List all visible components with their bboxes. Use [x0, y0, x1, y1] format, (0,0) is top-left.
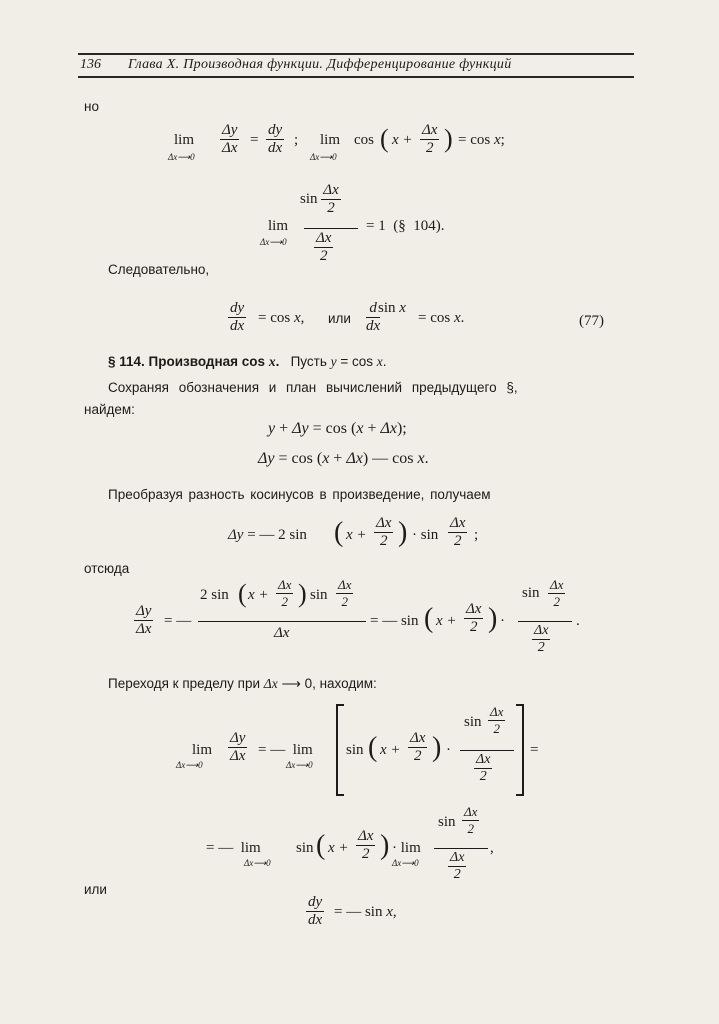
- dot-lim: · lim: [392, 840, 421, 856]
- x-plus: x +: [346, 527, 367, 543]
- period: .: [576, 613, 580, 629]
- ratio-fraction-bar-2: [518, 621, 572, 622]
- paragraph-1-line-1: Сохраняя обозначения и план вычислений предыдущего §,: [108, 380, 518, 395]
- word-hence: Следовательно,: [108, 262, 210, 277]
- frac-dx-2-c: Δx 2: [450, 515, 466, 549]
- frac-dsinx-dx: d dx: [366, 300, 381, 334]
- cos-expression: cos: [354, 132, 374, 148]
- word-ili-2: или: [84, 882, 107, 897]
- dot: ·: [500, 613, 505, 629]
- header-rule-bottom: [78, 76, 634, 78]
- paragraph-3: Переходя к пределу при Δx ⟶ 0, находим:: [108, 676, 377, 691]
- section-intro: Пусть y = cos x.: [283, 354, 387, 369]
- sin-lim: sin: [346, 742, 364, 758]
- sin-x-numerator: sin x: [378, 300, 406, 316]
- ratio-fraction-bar: [198, 621, 366, 622]
- lim-operator-3: lim: [268, 218, 289, 234]
- paren-close-6: ): [380, 830, 390, 861]
- frac-dx-2-e: Δx 2: [338, 577, 352, 609]
- paren-close-3: ): [298, 579, 307, 608]
- frac-dx-2-f: Δx 2: [466, 601, 482, 635]
- lim-lhs-sub: Δx⟶0: [176, 760, 203, 770]
- bracket-right: [516, 704, 524, 796]
- eq-minus-lim-2: = — lim: [206, 840, 261, 856]
- paragraph-1-line-2: найдем:: [84, 402, 135, 417]
- frac-dx-2-m: Δx 2: [464, 804, 478, 836]
- formula-dy: Δy = cos (x + Δx) — cos x.: [258, 450, 429, 467]
- header-rule-top: [78, 53, 634, 55]
- word-ili: или: [328, 311, 351, 326]
- paren-close-2: ): [398, 517, 408, 548]
- lim2-fraction-bar: [434, 848, 488, 849]
- paren-close: ): [444, 124, 453, 153]
- equation-number-77: (77): [579, 313, 604, 329]
- frac-dx-2-l: Δx 2: [358, 828, 374, 862]
- section-title: § 114. Производная cos x.: [108, 354, 280, 369]
- sin-3: sin: [522, 585, 540, 601]
- frac-dx-2: Δx 2: [422, 122, 438, 156]
- equals-sign: =: [250, 132, 259, 148]
- sin-2: sin: [310, 587, 328, 603]
- var-x: x +: [392, 132, 413, 148]
- frac-dx-2-denominator: Δx 2: [316, 230, 332, 264]
- semicolon: ;: [474, 527, 479, 543]
- cos-x-77b: = cos x.: [418, 310, 465, 326]
- eq-minus-lim: = — lim: [258, 742, 313, 758]
- lim-operator: lim: [174, 132, 195, 148]
- section-114-heading: [108, 354, 387, 370]
- lim-subscript: Δx⟶0: [168, 152, 195, 162]
- x-plus-4: x +: [380, 742, 401, 758]
- eq-trailing: =: [530, 742, 539, 758]
- denominator-dx: Δx: [274, 625, 290, 641]
- sin-numerator: sin $\frac{\Delta x}{2}$: [300, 182, 339, 216]
- paren-open: (: [380, 124, 389, 153]
- numerator-2sin: 2 sin: [200, 587, 229, 603]
- frac-dx-2-g: Δx 2: [550, 577, 564, 609]
- formula-y-plus-dy: y + Δy = cos (x + Δx);: [268, 420, 407, 437]
- fraction-bar: [304, 228, 358, 229]
- frac-dy-dx: dy dx: [268, 122, 283, 156]
- comma: ,: [490, 840, 494, 856]
- sin-part: · sin: [412, 527, 439, 543]
- word-otsyuda: отсюда: [84, 561, 130, 576]
- frac-dy-dx-ratio: Δy Δx: [136, 603, 152, 637]
- frac-dy-dx-final: dy dx: [308, 894, 323, 928]
- frac-dx-2-j: Δx 2: [490, 704, 504, 736]
- paren-open-6: (: [316, 830, 326, 861]
- frac-dx-2-b: Δx 2: [376, 515, 392, 549]
- lim-subscript-3: Δx⟶0: [260, 237, 287, 247]
- paragraph-2: Преобразуя разность косинусов в произведение, получаем: [108, 487, 491, 502]
- frac-dx-2-i: Δx 2: [410, 730, 426, 764]
- x-plus-5: x +: [328, 840, 349, 856]
- lim-sub-2: Δx⟶0: [244, 858, 271, 868]
- running-title: Глава X. Производная функции. Дифференцирование функций: [128, 57, 512, 72]
- lim-lhs: lim: [192, 742, 213, 758]
- minus-sin-x: = — sin x,: [334, 904, 397, 920]
- dot-2: ·: [446, 742, 451, 758]
- lim-operator-2: lim: [320, 132, 341, 148]
- lim-sub-3: Δx⟶0: [392, 858, 419, 868]
- dy-lhs: Δy = — 2 sin: [228, 527, 307, 543]
- page-number: 136: [80, 57, 101, 72]
- lim-subscript-2: Δx⟶0: [310, 152, 337, 162]
- frac-dy-dx-lim: Δy Δx: [230, 730, 246, 764]
- lim-fraction-bar: [460, 750, 514, 751]
- x-plus-3: x +: [436, 613, 457, 629]
- frac-dx-2-n: Δx 2: [450, 850, 465, 882]
- paren-close-5: ): [432, 732, 442, 763]
- cos-x-77: = cos x,: [258, 310, 305, 326]
- paren-open-4: (: [424, 603, 434, 634]
- word-no: но: [84, 99, 99, 114]
- paren-open-5: (: [368, 732, 378, 763]
- bracket-left: [336, 704, 344, 796]
- sin-6: sin: [438, 814, 456, 830]
- frac-dx-2-k: Δx 2: [476, 752, 491, 784]
- frac-dx-2-d: Δx 2: [278, 577, 292, 609]
- x-plus-2: x +: [248, 587, 269, 603]
- paren-close-4: ): [488, 603, 498, 634]
- lim-rhs-sub: Δx⟶0: [286, 760, 313, 770]
- frac-dy-dx-77: dy dx: [230, 300, 245, 334]
- paren-open-2: (: [334, 517, 344, 548]
- cos-result: = cos x;: [458, 132, 505, 148]
- frac-dx-2-h: Δx 2: [534, 623, 549, 655]
- eq-minus: = —: [164, 613, 192, 629]
- sin-5: sin: [296, 840, 314, 856]
- frac-dy-dx-delta: Δy Δx: [222, 122, 238, 156]
- paren-open-3: (: [238, 579, 247, 608]
- sin-limit-result: = 1 (§ 104).: [366, 218, 445, 234]
- eq-minus-sin: = — sin: [370, 613, 419, 629]
- separator: ;: [294, 132, 299, 148]
- sin-4: sin: [464, 714, 482, 730]
